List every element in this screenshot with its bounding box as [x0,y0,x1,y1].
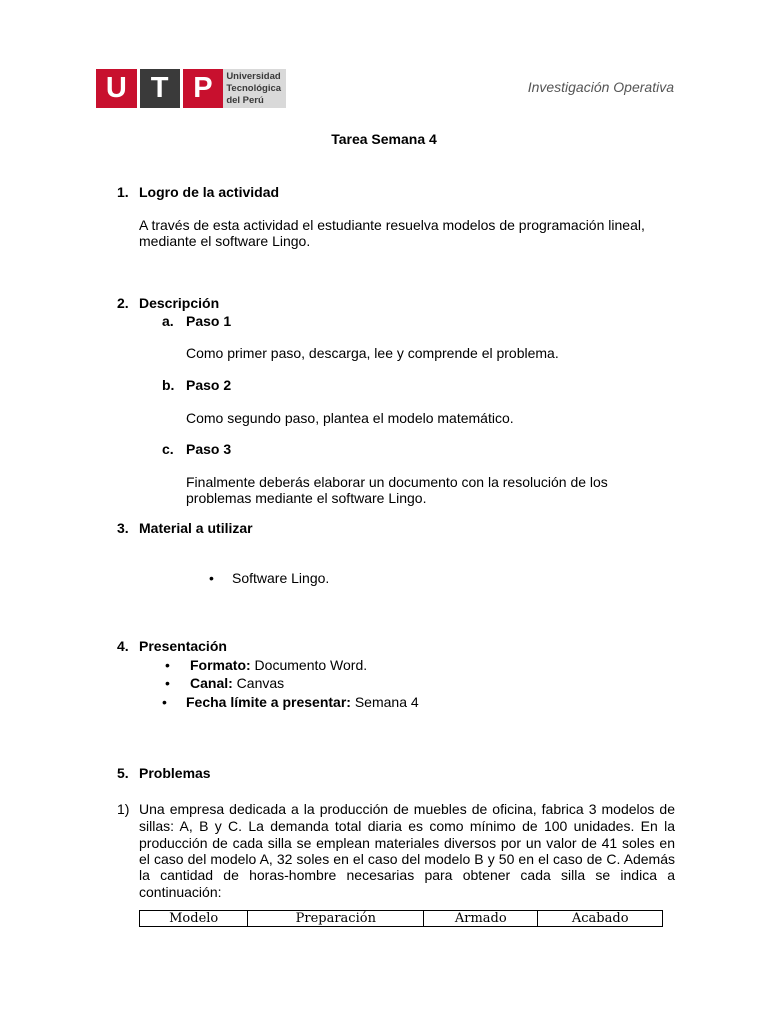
step-b-text: Como segundo paso, plantea el modelo matemático. [186,410,514,426]
table-header-row [140,911,663,927]
bullet-icon: • [165,657,170,673]
section-2-heading: Descripción [139,295,220,311]
bullet-icon: • [165,675,170,691]
presentation-item-canal: Canal: Canvas [190,675,285,691]
step-b-letter: b. [162,377,175,393]
table-header-cell: Preparación [248,911,424,927]
logo-letter-t: T [140,69,180,108]
section-1-text-line: mediante el software Lingo. [139,233,311,249]
table-header-cell: Modelo [140,911,248,927]
step-a-label: Paso 1 [186,313,232,329]
utp-logo [96,69,286,108]
section-1-heading: Logro de la actividad [139,184,280,200]
table-header-cell: Acabado [538,911,663,927]
problem-1-number: 1) [117,801,130,817]
page-title: Tarea Semana 4 [331,131,437,147]
problem-1-text-line: sillas: A, B y C. La demanda total diaria es como mínimo de 100 unidades. En la [139,818,675,834]
logo-letter-p: P [183,69,224,108]
step-c-letter: c. [162,441,174,457]
section-2-number: 2. [117,295,129,311]
step-c-text-line: Finalmente deberás elaborar un documento con la resolución de los [186,474,608,490]
step-a-letter: a. [162,313,174,329]
step-a-text: Como primer paso, descarga, lee y comprende el problema. [186,345,559,361]
logo-text: Universidad Tecnológica del Perú [223,69,286,108]
presentation-item-fecha: Fecha límite a presentar: Semana 4 [186,694,419,710]
logo-letter-u: U [96,69,137,108]
table-header-cell: Armado [424,911,538,927]
course-name: Investigación Operativa [527,79,674,95]
problem-1-text-line: producción de cada silla se emplean materiales diversos por un valor de 41 soles en [139,835,675,851]
problem-1-text-line: continuación: [139,884,222,900]
problem-1-text-line: Una empresa dedicada a la producción de muebles de oficina, fabrica 3 modelos de [139,801,675,817]
section-3-number: 3. [117,520,129,536]
section-1-number: 1. [117,184,129,200]
presentation-item-formato: Formato: Documento Word. [190,657,368,673]
bullet-icon: • [162,694,167,710]
section-4-number: 4. [117,638,129,654]
step-b-label: Paso 2 [186,377,232,393]
bullet-icon: • [209,570,214,586]
section-5-number: 5. [117,765,129,781]
hours-table [139,910,663,927]
section-4-heading: Presentación [139,638,227,654]
problem-1-text-line: la cantidad de horas-hombre necesarias para obtener cada silla se indica a [139,867,675,883]
section-1-text-line: A través de esta actividad el estudiante resuelva modelos de programación lineal, [139,217,645,233]
problem-1-text-line: el caso del modelo A, 32 soles en el caso del modelo B y 50 en el caso de C. Además [139,851,675,867]
step-c-text-line: problemas mediante el software Lingo. [186,490,427,506]
material-item: Software Lingo. [232,570,330,586]
step-c-label: Paso 3 [186,441,232,457]
section-3-heading: Material a utilizar [139,520,253,536]
section-5-heading: Problemas [139,765,211,781]
